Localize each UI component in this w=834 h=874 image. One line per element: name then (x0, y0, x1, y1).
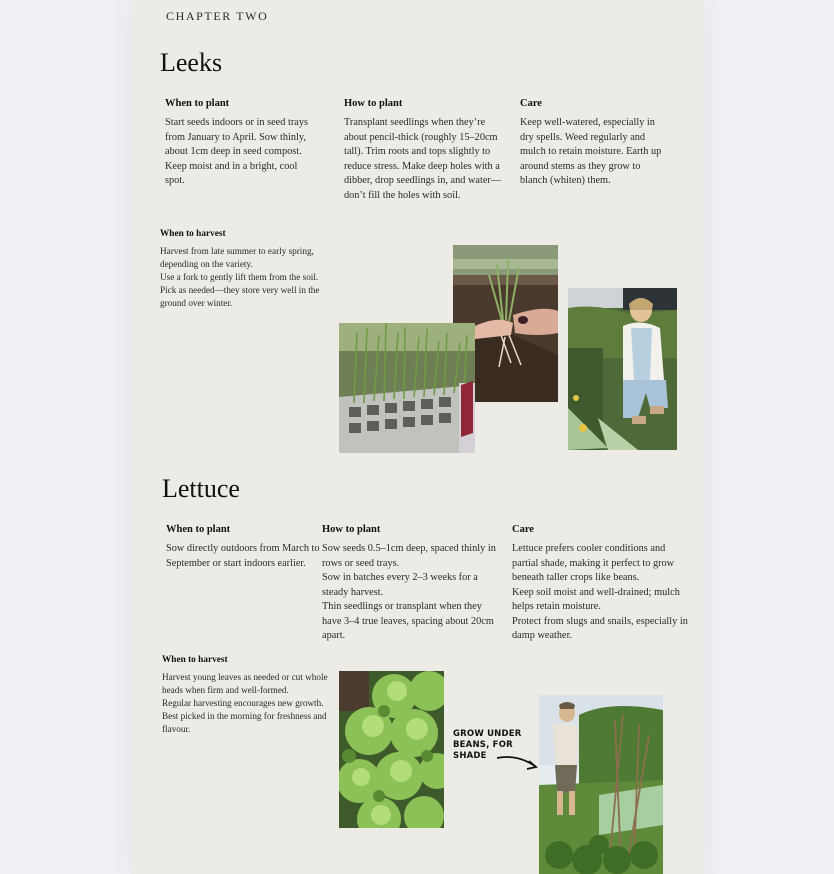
leeks-when-to-plant-text: Start seeds indoors or in seed trays from January to April. Sow thinly, about 1cm deep in seed compost. Keep moist and in a bright, cool spot. (165, 117, 308, 186)
lettuce-harvest-heading: When to harvest (162, 655, 228, 665)
lettuce-how-to-plant-heading: How to plant (322, 524, 381, 535)
lettuce-care-line1: Lettuce prefers cooler conditions and partial shade, making it perfect to grow beneath taller crops like beans. (512, 543, 675, 583)
lettuce-how-to-plant-line3: Thin seedlings or transplant when they have 3–4 true leaves, spacing about 20cm apart. (322, 601, 494, 641)
lettuce-care (512, 524, 692, 644)
lettuce-harvest-line2: Regular harvesting encourages new growth. (162, 698, 324, 708)
lettuce-when-to-harvest (162, 655, 334, 736)
lettuce-how-to-plant-line2: Sow in batches every 2–3 weeks for a steady harvest. (322, 572, 478, 598)
lettuce-care-line2: Keep soil moist and well-drained; mulch helps retain moisture. (512, 586, 680, 612)
leeks-how-to-plant-text: Transplant seedlings when they’re about pencil-thick (roughly 15–20cm tall). Trim roots and tops slightly to reduce stress. Make deep holes with a dibber, drop seedlings in, and water—don’t fill the holes with soil. (344, 117, 502, 201)
leeks-when-to-plant-heading: When to plant (165, 98, 230, 109)
leeks-care-heading: Care (520, 98, 542, 109)
leeks-when-to-plant (165, 98, 315, 189)
lettuce-how-to-plant-line1: Sow seeds 0.5–1cm deep, spaced thinly in rows or seed trays. (322, 543, 496, 569)
lettuce-when-to-plant-text: Sow directly outdoors from March to September or start indoors earlier. (166, 543, 320, 569)
leeks-care-text: Keep well-watered, especially in dry spells. Weed regularly and mulch to retain moisture. Earth up around stems as they grow to blanch (whiten) them. (520, 117, 662, 186)
lettuce-when-to-plant (166, 524, 326, 571)
leeks-how-to-plant (344, 98, 508, 203)
lettuce-care-line3: Protect from slugs and snails, especially in damp weather. (512, 615, 688, 641)
leeks-care (520, 98, 668, 189)
photo-leek-seed-trays (339, 323, 475, 453)
leeks-harvest-heading: When to harvest (160, 229, 226, 239)
document-page (131, 0, 705, 874)
lettuce-harvest-line3: Best picked in the morning for freshness and flavour. (162, 711, 327, 734)
photo-gardener-kneeling (568, 288, 677, 450)
leeks-harvest-line1: Harvest from late summer to early spring, depending on the variety. (160, 246, 314, 269)
arrow-icon (495, 752, 541, 774)
lettuce-care-heading: Care (512, 524, 534, 535)
lettuce-title: Lettuce (162, 474, 240, 503)
chapter-label: CHAPTER TWO (166, 9, 269, 23)
leeks-how-to-plant-heading: How to plant (344, 98, 403, 109)
leeks-when-to-harvest (160, 229, 330, 310)
leeks-harvest-line2: Use a fork to gently lift them from the soil. Pick as needed—they store very well in the ground over winter. (160, 272, 320, 308)
photo-lettuce-bed (339, 671, 444, 828)
annotation-grow-under-beans: GROW UNDER BEANS, FOR SHADE (453, 729, 522, 761)
lettuce-harvest-line1: Harvest young leaves as needed or cut whole heads when firm and well-formed. (162, 672, 328, 695)
lettuce-how-to-plant (322, 524, 498, 644)
lettuce-when-to-plant-heading: When to plant (166, 524, 231, 535)
leeks-title: Leeks (160, 48, 223, 77)
photo-gardener-bean-poles (539, 695, 663, 874)
